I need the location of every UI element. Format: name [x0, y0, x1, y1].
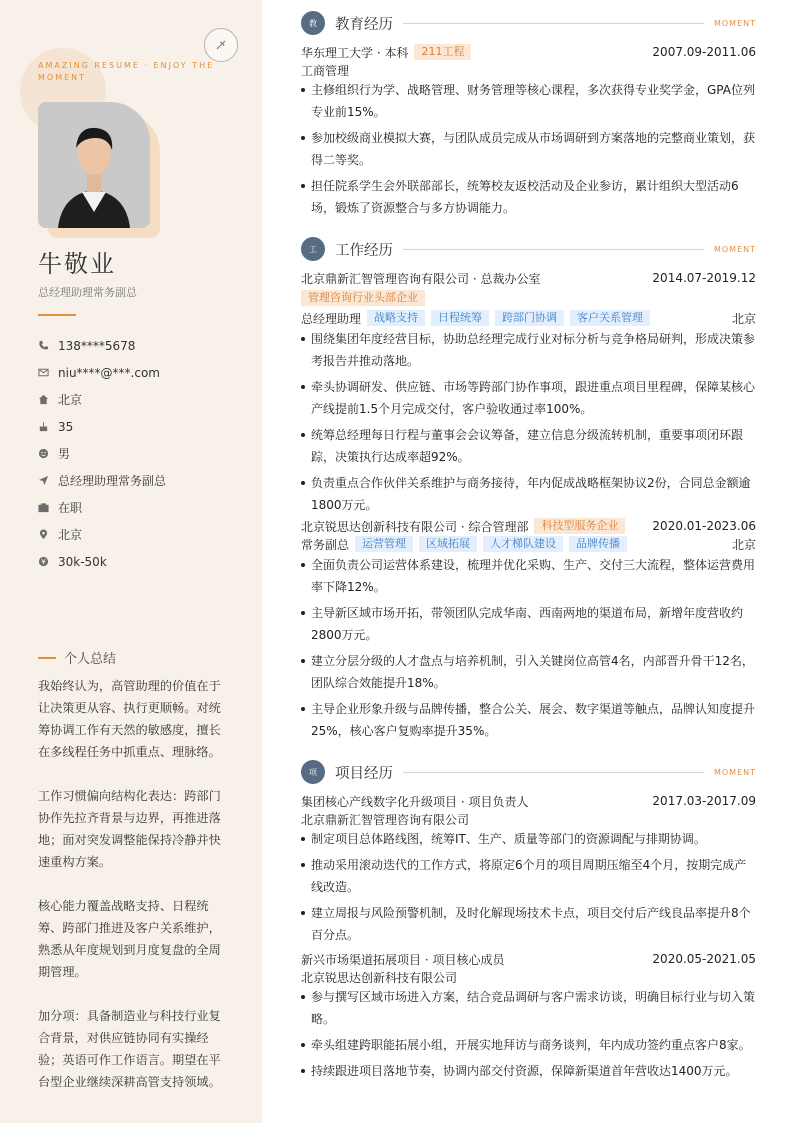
avatar [38, 102, 150, 228]
age-text: 35 [58, 419, 74, 434]
hometown-text: 北京 [58, 393, 83, 407]
salary-text: 30k-50k [58, 554, 107, 569]
section-moment: MOMENT [713, 18, 756, 28]
list-item: 主导企业形象升级与品牌传播，整合公关、展会、数字渠道等触点，品牌认知度提升25%，核心客户复购率提升35%。 [301, 698, 756, 742]
company-name: 北京锐思达创新科技有限公司 · 综合管理部 [301, 519, 529, 534]
mail-icon [38, 367, 49, 378]
list-item: 牵头组建跨职能拓展小组，开展实地拜访与商务谈判，年内成功签约重点客户8家。 [301, 1034, 756, 1056]
education-badge: 教 [301, 11, 325, 35]
education-date: 2007.09-2011.06 [652, 45, 756, 59]
briefcase-icon [38, 502, 49, 513]
work-badge: 工 [301, 237, 325, 261]
phone-icon [38, 340, 49, 351]
summary-paragraph: 加分项：具备制造业与科技行业复合背景，对供应链协同有实操经验；英语可作工作语言。期望在平台型企业继续深耕高管支持领域。 [38, 1009, 221, 1089]
list-item: 围绕集团年度经营目标，协助总经理完成行业对标分析与竞争格局研判，形成决策参考报告并推动落地。 [301, 328, 756, 372]
list-item: 建立周报与风险预警机制，及时化解现场技术卡点，项目交付后产线良品率提升8个百分点。 [301, 902, 756, 946]
summary-paragraph: 核心能力覆盖战略支持、日程统筹、跨部门推进及客户关系维护，熟悉从年度规划到月度复盘的全周期管理。 [38, 899, 221, 979]
project-entry [301, 792, 756, 950]
summary-dash [38, 657, 56, 659]
skill-tag: 运营管理 [355, 536, 413, 552]
skill-tag: 跨部门协调 [495, 310, 564, 326]
summary-heading [38, 648, 116, 667]
list-item: 全面负责公司运营体系建设，梳理并优化采购、生产、交付三大流程，整体运营费用率下降12%。 [301, 554, 756, 598]
job-bullets [301, 328, 756, 516]
section-divider [403, 249, 704, 250]
projects-title: 项目经历 [335, 765, 393, 782]
role-row [301, 309, 756, 327]
list-item: 建立分层分级的人才盘点与培养机制，引入关键岗位高管4名，内部晋升骨干12名，团队综合效能提升18%。 [301, 650, 756, 694]
job-city: 北京 [731, 537, 756, 552]
info-target-city [38, 521, 166, 548]
target-position-text: 总经理助理常务副总 [58, 474, 167, 488]
info-email [38, 359, 166, 386]
school-name: 华东理工大学 · 本科 [301, 45, 409, 60]
list-item: 推动采用滚动迭代的工作方式，将原定6个月的项目周期压缩至4个月，按期完成产线改造。 [301, 854, 756, 898]
school-tag: 211工程 [414, 44, 471, 60]
info-target-position [38, 467, 166, 494]
list-item: 主导新区域市场开拓，带领团队完成华南、西南两地的渠道布局，新增年度营收约2800万元。 [301, 602, 756, 646]
skill-tag: 客户关系管理 [570, 310, 650, 326]
company-row [301, 517, 756, 535]
project-bullets [301, 986, 756, 1082]
skill-tag: 战略支持 [367, 310, 425, 326]
role-row [301, 535, 756, 553]
candidate-title: 总经理助理常务副总 [38, 286, 137, 299]
company-row [301, 269, 756, 287]
work-entry [301, 517, 756, 746]
list-item: 担任院系学生会外联部部长，统筹校友返校活动及企业参访，累计组织大型活动6场，锻炼了资源整合与多方协调能力。 [301, 175, 756, 219]
section-moment: MOMENT [713, 767, 756, 777]
summary-title: 个人总结 [64, 652, 117, 667]
project-row [301, 792, 756, 810]
project-row [301, 950, 756, 968]
project-org: 北京鼎新汇智管理咨询有限公司 [301, 812, 470, 827]
summary-paragraph: 我始终认为，高管助理的价值在于让决策更从容、执行更顺畅。对统筹协调工作有天然的敏感度，擅长在多线程任务中抓重点、理脉络。 [38, 679, 221, 759]
phone-text: 138****5678 [58, 338, 136, 353]
work-section-header [301, 236, 756, 262]
project-bullets [301, 828, 756, 946]
job-city: 北京 [731, 311, 756, 326]
info-gender [38, 440, 166, 467]
skill-tag: 品牌传播 [569, 536, 627, 552]
skill-tag: 区域拓展 [419, 536, 477, 552]
education-entry [301, 43, 756, 223]
job-date: 2014.07-2019.12 [652, 271, 756, 285]
education-row [301, 43, 756, 61]
section-divider [403, 23, 704, 24]
major-row [301, 61, 756, 79]
list-item: 参与撰写区域市场进入方案，结合竞品调研与客户需求访谈，明确目标行业与切入策略。 [301, 986, 756, 1030]
role-text: 常务副总 [301, 537, 350, 552]
gender-text: 男 [58, 447, 71, 461]
info-hometown [38, 386, 166, 413]
list-item: 统筹总经理每日行程与董事会会议筹备，建立信息分级流转机制，重要事项闭环跟踪，决策执行达成率超92%。 [301, 424, 756, 468]
summary-text [38, 675, 224, 1115]
work-entry [301, 269, 756, 520]
education-bullets [301, 79, 756, 219]
info-phone [38, 332, 166, 359]
projects-badge: 项 [301, 760, 325, 784]
tagline: AMAZING RESUME · ENJOY THE MOMENT [38, 61, 215, 82]
list-item: 参加校级商业模拟大赛，与团队成员完成从市场调研到方案落地的完整商业策划，获得二等奖。 [301, 127, 756, 171]
list-item: 持续跟进项目落地节奏，协调内部交付资源，保障新渠道首年营收达1400万元。 [301, 1060, 756, 1082]
project-date: 2020.05-2021.05 [652, 952, 756, 966]
industry-tag: 管理咨询行业头部企业 [301, 290, 425, 306]
major-text: 工商管理 [301, 63, 350, 78]
project-org-row [301, 968, 756, 986]
location-pin-icon [38, 529, 49, 540]
project-entry [301, 950, 756, 1086]
industry-row [301, 289, 756, 307]
target-city-text: 北京 [58, 528, 83, 542]
email-text: niu****@***.com [58, 365, 160, 380]
logo-icon [204, 28, 238, 62]
info-age [38, 413, 166, 440]
skill-tag: 人才梯队建设 [483, 536, 563, 552]
send-icon [38, 475, 49, 486]
summary-paragraph: 工作习惯偏向结构化表达：跨部门协作先拉齐背景与边界，再推进落地；面对突发调整能保持冷静并快速重构方案。 [38, 789, 221, 869]
sidebar [0, 0, 262, 1123]
project-org: 北京锐思达创新科技有限公司 [301, 970, 458, 985]
skill-tag: 日程统筹 [431, 310, 489, 326]
project-date: 2017.03-2017.09 [652, 794, 756, 808]
face-icon [38, 448, 49, 459]
education-title: 教育经历 [335, 16, 393, 33]
list-item: 主修组织行为学、战略管理、财务管理等核心课程，多次获得专业奖学金，GPA位列专业前15%。 [301, 79, 756, 123]
list-item: 制定项目总体路线图，统筹IT、生产、质量等部门的资源调配与排期协调。 [301, 828, 756, 850]
projects-section-header [301, 759, 756, 785]
list-item: 负责重点合作伙伴关系维护与商务接待，年内促成战略框架协议2份，合同总金额逾1800万元。 [301, 472, 756, 516]
accent-divider [38, 314, 76, 316]
industry-tag: 科技型服务企业 [534, 518, 625, 534]
project-name: 新兴市场渠道拓展项目 · 项目核心成员 [301, 952, 505, 967]
company-name: 北京鼎新汇智管理咨询有限公司 · 总裁办公室 [301, 271, 541, 286]
salary-icon [38, 556, 49, 567]
contact-info-list [38, 332, 166, 575]
candidate-name: 牛敬业 [38, 250, 116, 278]
project-org-row [301, 810, 756, 828]
section-divider [403, 772, 704, 773]
cake-icon [38, 421, 49, 432]
info-status [38, 494, 166, 521]
project-name: 集团核心产线数字化升级项目 · 项目负责人 [301, 794, 529, 809]
section-moment: MOMENT [713, 244, 756, 254]
home-icon [38, 394, 49, 405]
list-item: 牵头协调研发、供应链、市场等跨部门协作事项，跟进重点项目里程碑，保障某核心产线提前1.5个月完成交付，客户验收通过率100%。 [301, 376, 756, 420]
work-title: 工作经历 [335, 242, 393, 259]
job-date: 2020.01-2023.06 [652, 519, 756, 533]
job-bullets [301, 554, 756, 742]
status-text: 在职 [58, 501, 83, 515]
education-section-header [301, 10, 756, 36]
role-text: 总经理助理 [301, 311, 362, 326]
info-salary [38, 548, 166, 575]
